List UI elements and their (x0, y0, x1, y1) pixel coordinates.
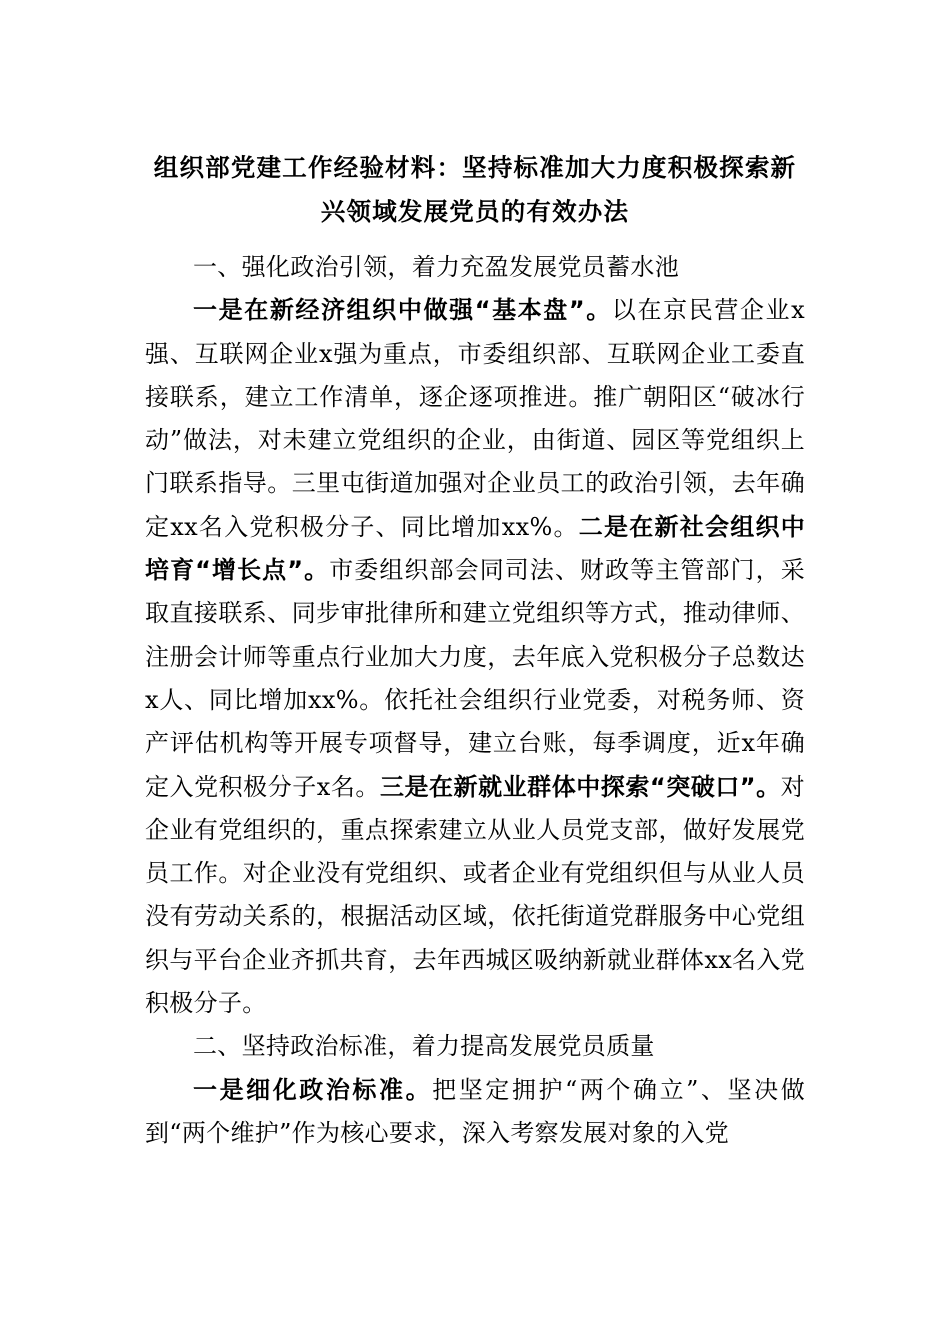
point-text-2: 市委组织部会同司法、财政等主管部门，采取直接联系、同步审批律所和建立党组织等方式，推动律师、注册会计师等重点行业加大力度，去年底入党积极分子总数达x人、同比增加xx%。依托社会组织行业党委，对税务师、资产评估机构等开展专项督导，建立台账，每季调度，近x年确定入党积极分子x名。 (145, 556, 806, 801)
section-2-point-text-1: 把坚定拥护“两个确立”、坚决做到“两个维护”作为核心要求，深入考察发展对象的入党 (145, 1075, 805, 1147)
point-text-1: 以在京民营企业x强、互联网企业x强为重点，市委组织部、互联网企业工委直接联系，建立工作清单，逐企逐项推进。推广朝阳区“破冰行动”做法，对未建立党组织的企业，由街道、园区等党组织上门联系指导。三里屯街道加强对企业员工的政治引领，去年确定xx名入党积极分子、同比增加xx%。 (145, 296, 806, 541)
section-2-point-heading-1: 一是细化政治标准。 (193, 1075, 433, 1104)
section-2-paragraph (145, 1069, 805, 1156)
section-heading-2: 二、坚持政治标准，着力提高发展党员质量 (193, 1032, 655, 1061)
point-text-3: 对企业有党组织的，重点探索建立从业人员党支部，做好发展党员工作。对企业没有党组织、或者企业有党组织但与从业人员没有劳动关系的，根据活动区域，依托街道党群服务中心党组织与平台企业齐抓共育，去年西城区吸纳新就业群体xx名入党积极分子。 (145, 772, 805, 1018)
point-heading-1: 一是在新经济组织中做强“基本盘”。 (193, 296, 612, 325)
document-title: 组织部党建工作经验材料：坚持标准加大力度积极探索新兴领域发展党员的有效办法 (153, 153, 797, 226)
document-body (145, 246, 805, 1155)
section-heading-1: 一、强化政治引领，着力充盈发展党员蓄水池 (193, 253, 679, 281)
point-heading-2: 二是在新社会组织中培育“增长点”。 (145, 512, 805, 585)
section-1-paragraph (145, 289, 805, 1025)
point-heading-3: 三是在新就业群体中探索“突破口”。 (379, 772, 781, 801)
